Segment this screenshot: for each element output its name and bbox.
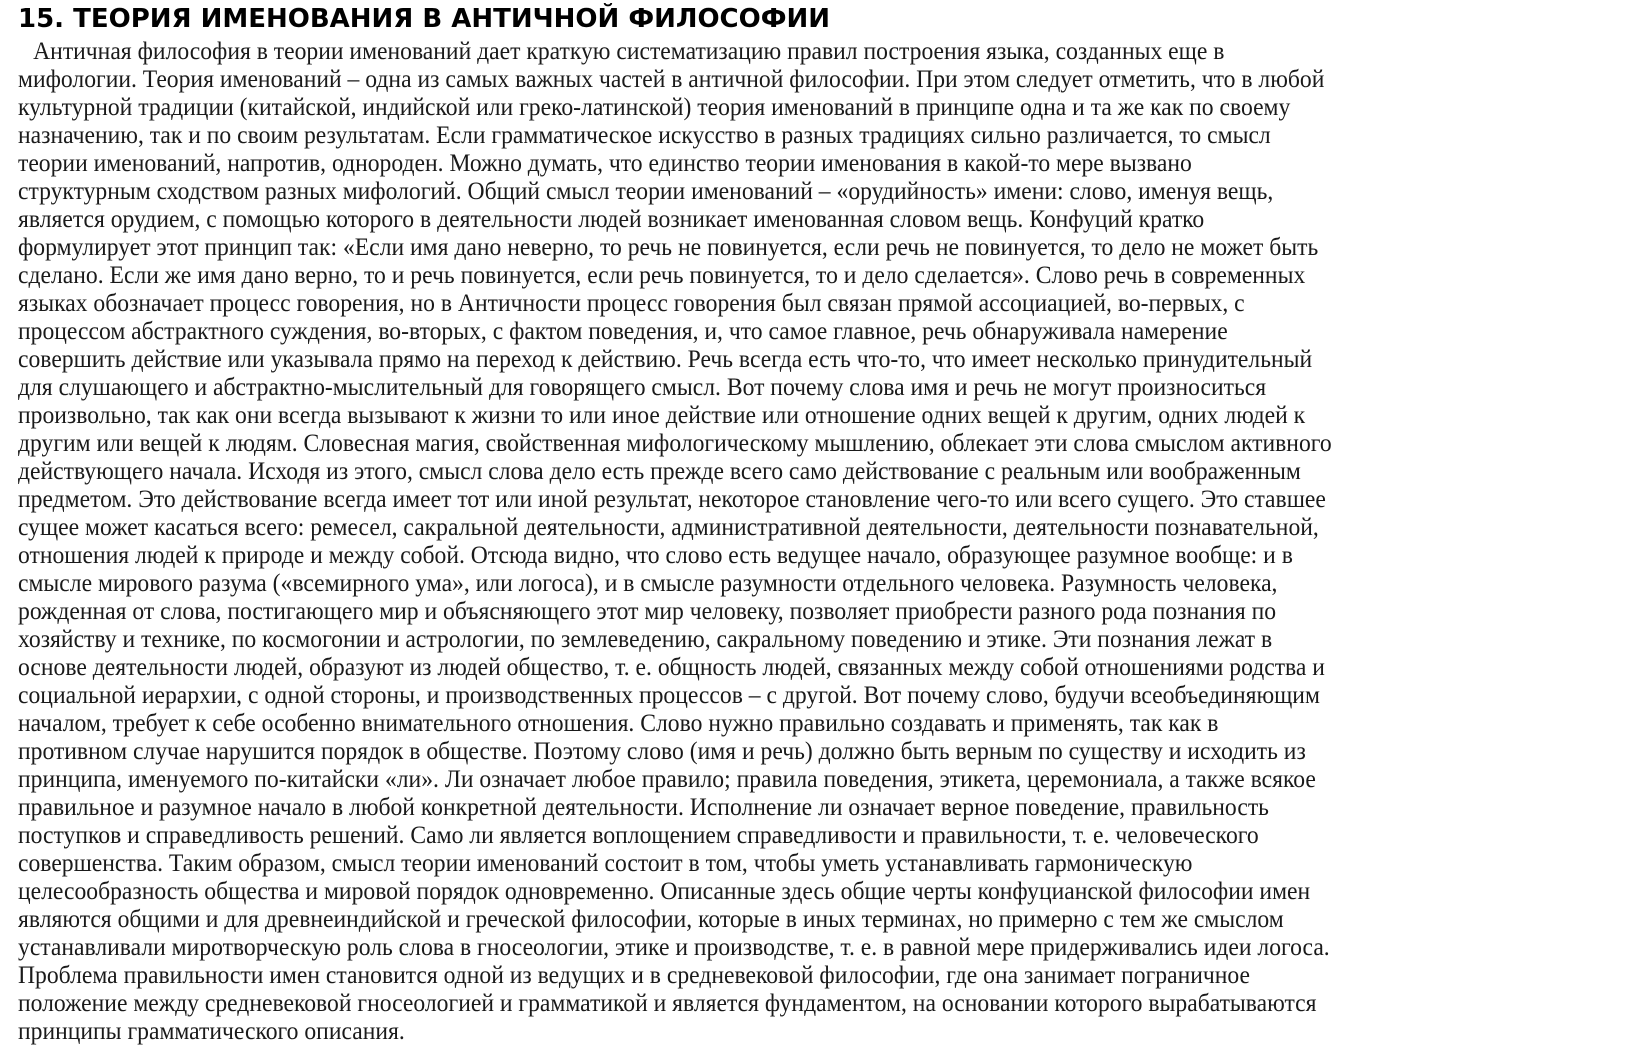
text-line: является орудием, с помощью которого в деятельности людей возникает именованная словом вещь. Конфуций кратко [18,206,1205,233]
text-line: процессом абстрактного суждения, во-вторых, с фактом поведения, и, что самое главное, речь обнаруживала намерение [18,318,1228,345]
text-line: назначению, так и по своим результатам. Если грамматическое искусство в разных традициях сильно различается, то смысл [18,122,1271,149]
text-line: сделано. Если же имя дано верно, то и речь повинуется, если речь повинуется, то и дело сделается». Слово речь в современных [18,262,1306,289]
text-line: устанавливали миротворческую роль слова в гносеологии, этике и производстве, т. е. в равной мере придерживались идеи логоса. [18,934,1330,961]
body-paragraph [18,38,1558,1046]
text-line: структурным сходством разных мифологий. Общий смысл теории именований – «орудийность» имени: слово, именуя вещь, [18,178,1274,205]
text-line: хозяйству и технике, по космогонии и астрологии, по землеведению, сакральному поведению и этике. Эти познания лежат в [18,626,1273,653]
text-line: основе деятельности людей, образуют из людей общество, т. е. общность людей, связанных между собой отношениями родства и [18,654,1325,681]
text-line: Античная философия в теории именований дает краткую систематизацию правил построения языка, созданных еще в [33,38,1225,65]
text-line: формулирует этот принцип так: «Если имя дано неверно, то речь не повинуется, если речь не повинуется, то дело не может быть [18,234,1319,261]
text-line: языках обозначает процесс говорения, но в Античности процесс говорения был связан прямой ассоциацией, во-первых, с [18,290,1245,317]
text-line: являются общими и для древнеиндийской и греческой философии, которые в иных терминах, но примерно с тем же смыслом [18,906,1284,933]
text-line: смысле мирового разума («всемирного ума», или логоса), и в смысле разумности отдельного человека. Разумность человека, [18,570,1278,597]
text-line: принципа, именуемого по-китайски «ли». Ли означает любое правило; правила поведения, этикета, церемониала, а также всякое [18,766,1316,793]
text-line: целесообразность общества и мировой порядок одновременно. Описанные здесь общие черты конфуцианской философии имен [18,878,1311,905]
text-line: правильное и разумное начало в любой конкретной деятельности. Исполнение ли означает верное поведение, правильность [18,794,1269,821]
text-line: Проблема правильности имен становится одной из ведущих и в средневековой философии, где она занимает пограничное [18,962,1250,989]
text-line: противном случае нарушится порядок в обществе. Поэтому слово (имя и речь) должно быть верным по существу и исходить из [18,738,1306,765]
text-line: поступков и справедливость решений. Само ли является воплощением справедливости и правильности, т. е. человеческого [18,822,1259,849]
text-line: принципы грамматического описания. [18,1018,405,1045]
text-line: сущее может касаться всего: ремесел, сакральной деятельности, административной деятельности, деятельности познавательной, [18,514,1319,541]
text-line: положение между средневековой гносеологией и грамматикой и является фундаментом, на основании которого вырабатываются [18,990,1317,1017]
text-line: действующего начала. Исходя из этого, смысл слова дело есть прежде всего само действование с реальным или воображенным [18,458,1301,485]
text-line: другим или вещей к людям. Словесная магия, свойственная мифологическому мышлению, облекает эти слова смыслом активного [18,430,1332,457]
text-line: предметом. Это действование всегда имеет тот или иной результат, некоторое становление чего-то или всего сущего. Это ставшее [18,486,1326,513]
text-line: теории именований, напротив, однороден. Можно думать, что единство теории именования в какой-то мере вызвано [18,150,1192,177]
text-line: для слушающего и абстрактно-мыслительный для говорящего смысл. Вот почему слова имя и речь не могут произноситься [18,374,1267,401]
text-line: рожденная от слова, постигающего мир и объясняющего этот мир человеку, позволяет приобрести разного рода познания по [18,598,1277,625]
text-line: социальной иерархии, с одной стороны, и производственных процессов – с другой. Вот почему слово, будучи всеобъединяющим [18,682,1320,709]
section-heading: 15. ТЕОРИЯ ИМЕНОВАНИЯ В АНТИЧНОЙ ФИЛОСОФИИ [18,4,831,34]
text-line: началом, требует к себе особенно внимательного отношения. Слово нужно правильно создавать и применять, так как в [18,710,1219,737]
text-line: произвольно, так как они всегда вызывают к жизни то или иное действие или отношение одних вещей к другим, одних людей к [18,402,1306,429]
text-line: культурной традиции (китайской, индийской или греко-латинской) теория именований в принципе одна и та же как по своему [18,94,1291,121]
text-line: мифологии. Теория именований – одна из самых важных частей в античной философии. При этом следует отметить, что в любой [18,66,1325,93]
text-line: совершить действие или указывала прямо на переход к действию. Речь всегда есть что-то, что имеет несколько принудительный [18,346,1313,373]
text-line: отношения людей к природе и между собой. Отсюда видно, что слово есть ведущее начало, образующее разумное вообще: и в [18,542,1293,569]
text-line: совершенства. Таким образом, смысл теории именований состоит в том, чтобы уметь устанавливать гармоническую [18,850,1193,877]
